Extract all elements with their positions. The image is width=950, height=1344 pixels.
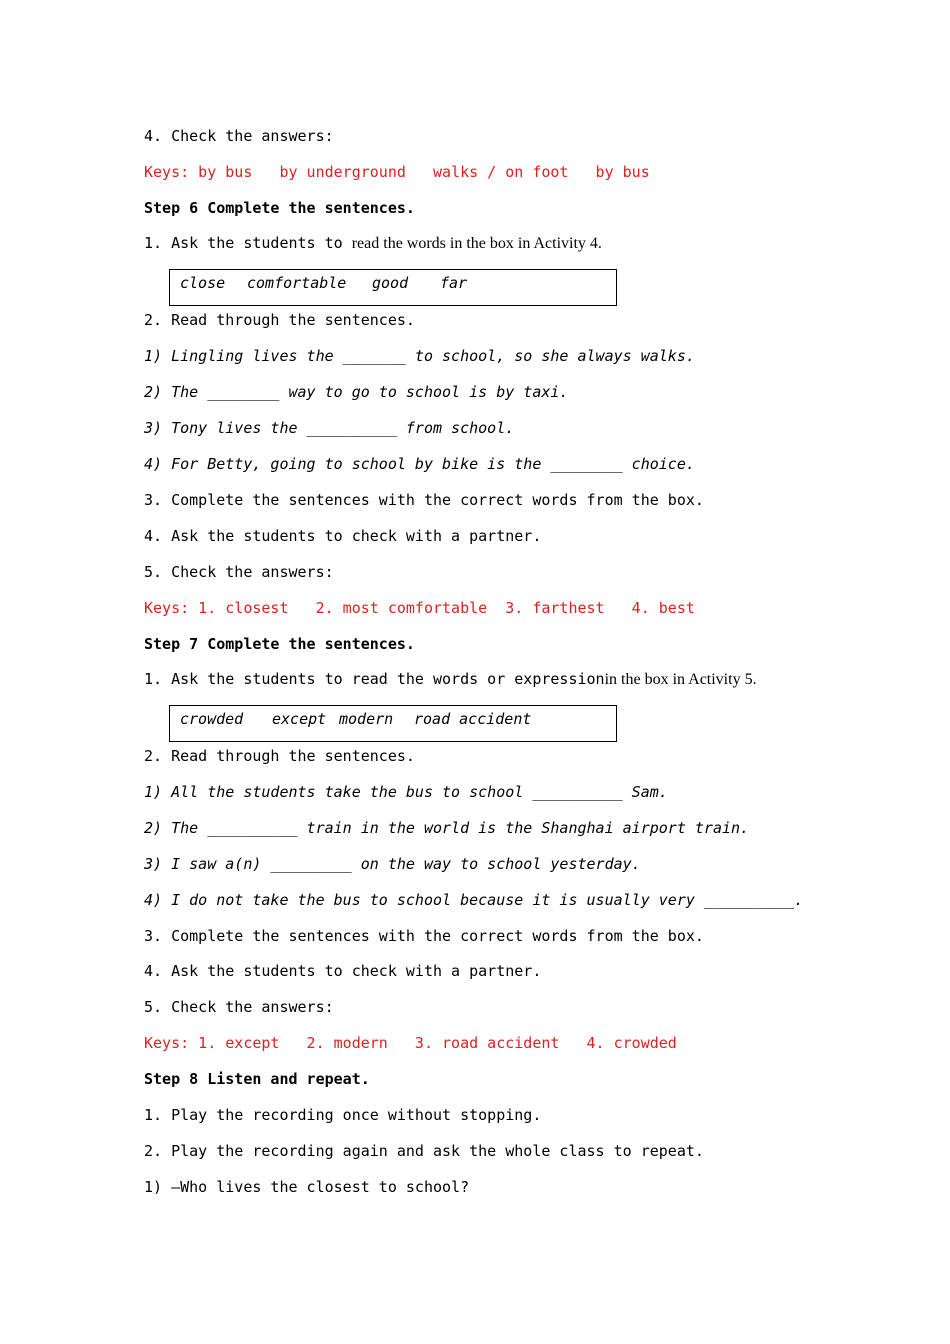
step6-instruction-1-a: 1. Ask the students to xyxy=(144,234,343,252)
step6-instruction-1-b: read the words in the box in Activity 4. xyxy=(351,235,602,252)
step7-sentence-3: 3) I saw a(n) _________ on the way to school yesterday. xyxy=(144,855,641,873)
step6-sentence-4: 4) For Betty, going to school by bike is the ________ choice. xyxy=(144,455,695,473)
step7-sentence-1: 1) All the students take the bus to school __________ Sam. xyxy=(144,783,668,801)
word-box-item: comfortable xyxy=(247,274,347,292)
step6-instruction-3: 3. Complete the sentences with the correct words from the box. xyxy=(144,491,704,509)
step7-instruction-1 xyxy=(144,670,757,689)
step7-instruction-2: 2. Read through the sentences. xyxy=(144,747,415,765)
step8-dialogue-1 xyxy=(144,1178,469,1196)
step5-check-answers: 4. Check the answers: xyxy=(144,127,334,145)
step8-instruction-2: 2. Play the recording again and ask the whole class to repeat. xyxy=(144,1142,704,1160)
step6-word-box xyxy=(169,269,617,306)
dialogue-text: —Who lives the closest to school? xyxy=(171,1178,470,1196)
step6-instruction-5: 5. Check the answers: xyxy=(144,563,334,581)
step7-instruction-1-a: 1. Ask the students to read the words or expression xyxy=(144,670,605,688)
word-box-item: close xyxy=(180,274,226,292)
word-box-item: far xyxy=(440,274,468,292)
word-box-item: except xyxy=(272,710,327,728)
step6-keys: Keys: 1. closest 2. most comfortable 3. farthest 4. best xyxy=(144,599,695,617)
step7-title: Step 7 Complete the sentences. xyxy=(144,635,415,653)
step6-sentence-2: 2) The ________ way to go to school is by taxi. xyxy=(144,383,569,401)
word-box-item: good xyxy=(372,274,409,292)
step7-sentence-4: 4) I do not take the bus to school because it is usually very __________. xyxy=(144,891,804,909)
step6-title: Step 6 Complete the sentences. xyxy=(144,199,415,217)
word-box-item: crowded xyxy=(180,710,244,728)
word-box-item: modern xyxy=(339,710,394,728)
step7-instruction-3: 3. Complete the sentences with the correct words from the box. xyxy=(144,927,704,945)
step6-instruction-2: 2. Read through the sentences. xyxy=(144,311,415,329)
step7-word-box xyxy=(169,705,617,742)
step7-instruction-1-b: in the box in Activity 5. xyxy=(604,671,757,688)
step8-instruction-1: 1. Play the recording once without stopping. xyxy=(144,1106,542,1124)
step7-instruction-5: 5. Check the answers: xyxy=(144,998,334,1016)
step6-instruction-1 xyxy=(144,234,602,253)
step6-sentence-3: 3) Tony lives the __________ from school. xyxy=(144,419,515,437)
step8-title: Step 8 Listen and repeat. xyxy=(144,1070,370,1088)
step5-keys: Keys: by bus by underground walks / on foot by bus xyxy=(144,163,650,181)
step7-sentence-2: 2) The __________ train in the world is the Shanghai airport train. xyxy=(144,819,750,837)
word-box-item: road accident xyxy=(414,710,532,728)
step7-instruction-4: 4. Ask the students to check with a partner. xyxy=(144,962,542,980)
step6-instruction-4: 4. Ask the students to check with a partner. xyxy=(144,527,542,545)
step6-sentence-1: 1) Lingling lives the _______ to school, so she always walks. xyxy=(144,347,695,365)
step7-keys: Keys: 1. except 2. modern 3. road accident 4. crowded xyxy=(144,1034,677,1052)
dialogue-number: 1) xyxy=(144,1178,163,1196)
